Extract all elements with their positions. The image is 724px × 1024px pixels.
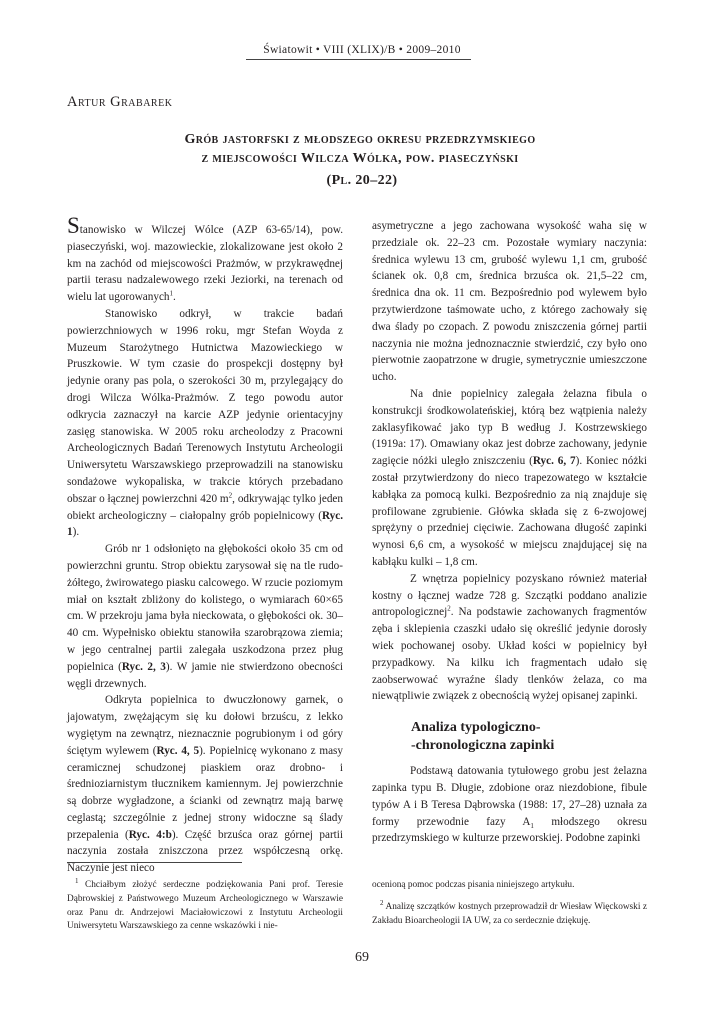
footnote-text: Analizę szczątków kostnych przeprowadził dr Wiesław Więckowski z Zakładu Bioarcheologii IA UW, za co serdecznie dziękuję.	[372, 901, 648, 926]
footnote-rule	[67, 862, 242, 863]
paragraph-text: , odkrywając tylko jeden obiekt archeologiczny – ciałopalny grób popielnicowy (	[67, 492, 343, 522]
footnote-ref[interactable]: 1	[169, 289, 174, 298]
title-plates: (Pl. 20–22)	[326, 173, 398, 188]
section-heading	[411, 719, 647, 755]
drop-cap: S	[67, 213, 80, 238]
header-rule	[246, 59, 471, 60]
figure-ref[interactable]: Ryc. 2, 3	[121, 660, 166, 673]
article-title	[110, 130, 610, 168]
paragraph	[67, 541, 343, 692]
paragraph	[372, 763, 647, 847]
paragraph-text: . Na podstawie zachowanych fragmentów zęba i sklepienia czaszki udało się określić jedynie dorosły wiek pochowanej osoby. Układ kości w popielnicy był przypadkowy. Na kilku ich fragmentach udało się zaobserwować wyraźne ślady tlenków żelaza, co ma niewątpliwie związek z obecnością wyżej opisanej zapinki.	[372, 606, 647, 703]
footnotes-right	[372, 879, 647, 928]
title-line-2: z miejscowości Wilcza Wólka, pow. piaseczyński	[201, 151, 519, 166]
paragraph-text: Podstawą datowania tytułowego grobu jest żelazna zapinka typu B. Długie, zdobione oraz niezdobione, fibule typów A i B Teresa Dąbrowska (1988: 17, 27–28) uznała za formy przewodnie fazy A	[372, 765, 647, 828]
footnote-number: 1	[75, 876, 79, 885]
footnote-number: 2	[380, 898, 384, 907]
paragraph-text: Odkryta popielnica to dwuczłonowy garnek, o jajowatym, zwężającym się ku dołowi brzuścu, z lekko wygiętym na zewnątrz, nieznacznie pogrubionym i od góry ściętym wylewem (	[67, 694, 343, 757]
paragraph-text: ). Część brzuśca oraz górnej partii naczynia została zniszczona przez współczesną orkę. Naczynie jest nieco	[67, 828, 343, 875]
paragraph-text: ). W jamie nie stwierdzono obecności węgli drzewnych.	[67, 660, 344, 690]
paragraph-text: Na dnie popielnicy zalegała żelazna fibula o konstrukcji środkowolateńskiej, którą bez wątpienia należy zaklasyfikować jako typ B według J. Kostrzewskiego (1919a: 17). Omawiany okaz jest dobrze zachowany, jedynie zagięcie nóżki uległo zniszczeniu (	[372, 387, 647, 468]
paragraph: asymetryczne a jego zachowana wysokość waha się w przedziale ok. 22–23 cm. Pozostałe wymiary naczynia: średnica wylewu 13 cm, grubość wylewu 1,1 cm, grubość ścianek ok. 0,8 cm, średnica brzuśca ok. 21,5–22 cm, średnica dna ok. 11 cm. Bezpośrednio pod wylewem było przytwierdzone taśmowate ucho, z którego zachowały się dwa ślady po czopach. Z powodu zniszczenia górnej partii naczynia nie można jednoznacznie stwierdzić, czy było ono pierwotnie zaopatrzone w drugie, symetrycznie umieszczone ucho.	[372, 220, 647, 384]
footnote-continuation: ocenioną pomoc podczas pisania niniejszego artykułu.	[372, 880, 575, 890]
paragraph-text: ). Popielnicę wykonano z masy ceramicznej schudzonej piaskiem oraz drobno- i średnioziarnistym tłucznikem kamiennym. Jej powierzchnie są dobrze wygładzone, a ścianki od zewnątrz mają barwę ceglastą; szczególnie z jednej strony widoczne są ślady przepalenia (	[67, 744, 343, 841]
paragraph	[372, 386, 647, 571]
superscript: 2	[228, 491, 233, 500]
figure-ref[interactable]: Ryc. 1	[67, 509, 343, 539]
subscript: 1	[530, 821, 534, 830]
footnotes-left	[67, 876, 343, 934]
footnote-ref[interactable]: 2	[447, 604, 451, 613]
paragraph-text: ). Koniec nóżki został przytwierdzony do nieco trapezowatego w kształcie kabłąka za pomocą kulki. Bezpośrednio za nią znajduje się profilowane zgrubienie. Główka składa się z 6-zwojowej sprężyny o przedniej cięciwie. Zachowana długość zapinki wynosi 6,6 cm, a wysokość w miejscu znajdującej się na kabłąku kulki – 1,8 cm.	[372, 455, 648, 568]
footnote-text: Chciałbym złożyć serdeczne podziękowania Pani prof. Teresie Dąbrowskiej z Państwowego Muzeum Archeologicznego w Warszawie oraz Panu dr. Andrzejowi Maciałowiczowi z Instytutu Archeologii Uniwersytetu Warszawskiego za cenne wskazówki i nie-	[67, 880, 343, 932]
section-heading-line-2: -chronologiczna zapinki	[411, 738, 555, 754]
section-heading-line-1: Analiza typologiczno-	[411, 720, 541, 736]
paragraph-text: ).	[72, 526, 80, 539]
paragraph-text: Z wnętrza popielnicy pozyskano również materiał kostny o łącznej wadze 728 g. Szczątki poddano analizie antropologicznej	[372, 572, 647, 619]
title-line-1: Grób jastorfski z młodszego okresu przedrzymskiego	[184, 132, 536, 147]
footnote	[67, 876, 343, 934]
paragraph-text: Stanowisko odkrył, w trakcie badań powierzchniowych w 1996 roku, mgr Stefan Woyda z Muzeum Starożytnego Hutnictwa Mazowieckiego w Pruszkowie. W tym czasie do prospekcji dostępny był jedynie orany pas pola, o szerokości 30 m, przylegający do drogi Wilcza Wólka-Prażmów. Z tego powodu autor odkrycia zaznaczył na karcie AZP jedynie orientacyjny zasięg stanowiska. W 2005 roku archeolodzy z Pracowni Archeologicznych Badań Terenowych Instytutu Archeologii Uniwersytetu Warszawskiego przeprowadzili na stanowisku sondażowe wykopaliska, w trakcie których przebadano obszar o łącznej powierzchni 420 m	[67, 307, 343, 505]
paragraph-text: .	[173, 291, 176, 304]
paragraph	[67, 306, 343, 541]
page-number: 69	[355, 950, 369, 965]
paragraph-text: młodszego okresu przedrzymskiego w kulturze przeworskiej. Podobne zapinki	[372, 815, 647, 845]
paragraph-text: Grób nr 1 odsłonięto na głębokości około 35 cm od powierzchni gruntu. Strop obiektu zarysował się na tle rudo-żółtego, żwirowatego piasku calcowego. W rzucie poziomym miał on kształt zbliżony do kolistego, o wymiarach 60×65 cm. W przekroju jama była nieckowata, o głębokości ok. 30–40 cm. Wypełnisko obiektu stanowiła szarobrązowa ziemia; w jego centralnej partii zalegała uszkodzona przez pług popielnica (	[67, 543, 343, 673]
running-head: Światowit • VIII (XLIX)/B • 2009–2010	[263, 44, 461, 56]
figure-ref[interactable]: Ryc. 4, 5	[156, 744, 200, 757]
paragraph	[372, 571, 647, 705]
paragraph	[67, 692, 343, 877]
author-name: Artur Grabarek	[67, 94, 173, 110]
figure-ref[interactable]: Ryc. 6, 7	[532, 455, 576, 468]
paragraph	[67, 213, 343, 306]
right-column	[372, 218, 647, 847]
paragraph-text: tanowisko w Wilczej Wólce (AZP 63-65/14), pow. piaseczyński, woj. mazowieckie, zlokalizowane jest około 2 km na zachód od miejscowości Prażmów, w przykrawędnej partii terasu nadzalewowego rzeki Jeziorki, na terenach od wielu lat ugorowanych	[67, 224, 343, 304]
figure-ref[interactable]: Ryc. 4:b	[128, 828, 172, 841]
footnote	[372, 898, 648, 929]
left-column	[67, 213, 344, 877]
